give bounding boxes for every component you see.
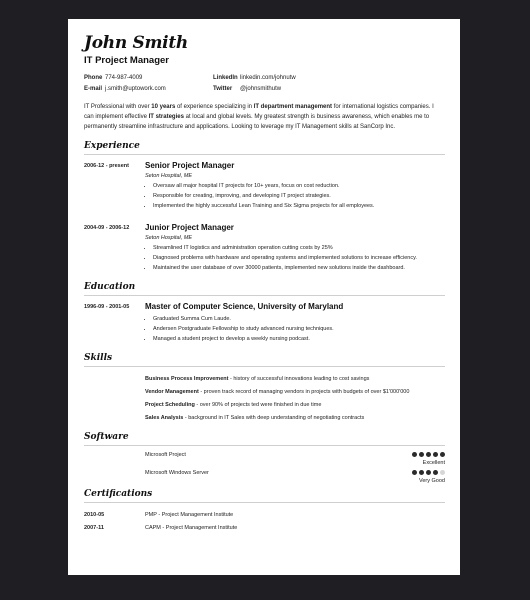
entry-title: Master of Computer Science, University of Maryland [145,302,344,311]
summary-highlight: IT strategies [148,114,184,120]
rating-dot-filled [433,470,438,475]
entry-date: 2006-12 - present [84,163,129,169]
software-item [145,452,445,466]
rating-dot-filled [433,452,438,457]
section-divider [84,445,445,446]
entry-bullets [145,314,445,344]
entry-bullets [145,181,445,211]
email-label: E-mail [84,86,103,92]
resume-page [68,19,460,575]
skill-name: Business Process Improvement [145,376,229,382]
skill-desc: - proven track record of managing vendors in projects with budgets of over $1'000'000 [198,389,410,395]
cert-date: 2010-05 [84,512,105,518]
summary-highlight: 10 years [151,104,176,110]
skill-name: Vendor Management [145,389,199,395]
cert-date: 2007-11 [84,525,104,531]
summary-text: at local and global levels. My greatest strength is business awareness, which enables me to permanently streamline infrastructure and applications. Looking to leverage my IT Management skills at SanCorp Inc. [84,114,430,130]
section-divider [84,295,445,296]
experience-entry [84,223,445,273]
skill-item [145,412,445,425]
skill-item [145,399,445,412]
cert-name: PMP - Project Management Institute [145,512,234,518]
rating-label: Excellent [422,460,445,466]
linkedin-label: LinkedIn [213,75,238,81]
entry-date: 2004-09 - 2006-12 [84,225,130,231]
summary-text: for international logistics companies. I can implement effective [84,104,434,120]
rating-dots [412,470,445,475]
skill-desc: - over 90% of projects ted were finished in due time [194,402,322,408]
bullet-item: • Andersen Postgraduate Fellowship to study advanced nursing techniques. [153,324,445,334]
rating-label: Very Good [419,478,445,484]
experience-heading: Experience [84,141,140,151]
rating-dot-empty [440,470,445,475]
rating-dot-filled [426,452,431,457]
contact-info [84,75,445,92]
software-name: Microsoft Windows Server [145,470,209,476]
entry-title: Senior Project Manager [145,161,235,170]
bullet-item: • Maintained the user database of over 30000 patients, implemented new solutions inside the dashboard. [153,263,445,273]
phone-value: 774-987-4009 [105,75,143,81]
certification-item [84,522,445,535]
bullet-item: • Oversaw all major hospital IT projects for 10+ years, focus on cost reduction. [153,181,445,191]
skill-name: Project Scheduling [145,402,195,408]
twitter-label: Twitter [213,86,233,92]
summary-highlight: IT department management [253,104,333,110]
contact-phone [84,75,213,81]
education-heading: Education [84,282,136,292]
rating-dot-filled [419,470,424,475]
skills-heading: Skills [84,353,113,363]
certification-item [84,509,445,522]
experience-entry [84,161,445,211]
rating-dots [412,452,445,457]
skill-item [145,373,445,386]
rating-dot-filled [419,452,424,457]
rating-dot-filled [440,452,445,457]
software-item [145,470,445,484]
section-divider [84,502,445,503]
entry-date: 1996-09 - 2001-05 [84,304,130,310]
bullet-item: • Managed a student project to develop a weekly nursing podcast. [153,334,445,344]
section-divider [84,366,445,367]
skill-desc: - history of successful innovations leading to cost savings [228,376,370,382]
contact-linkedin [213,75,445,81]
profile-summary [84,102,445,132]
education-entry [84,302,445,344]
linkedin-value: linkedin.com/johnutw [240,75,296,81]
certifications-heading: Certifications [84,489,153,499]
bullet-item: • Implemented the highly successful Lean Training and Six Sigma projects for all employees. [153,201,445,211]
skill-name: Sales Analysis [145,415,184,421]
entry-location: Seton Hospital, ME [145,173,193,179]
twitter-value: @johnsmithutw [240,86,282,92]
cert-name: CAPM - Project Management Institute [145,525,238,531]
entry-bullets [145,243,445,273]
rating-dot-filled [412,452,417,457]
email-value: j.smith@uptowork.com [105,86,166,92]
bullet-item: • Responsible for creating, improving, and developing IT project strategies. [153,191,445,201]
skill-item [145,386,445,399]
bullet-item: • Diagnosed problems with hardware and operating systems and implemented solutions to increase efficiency. [153,253,445,263]
summary-text: of experience specializing in [175,104,254,110]
candidate-name: John Smith [84,33,188,53]
contact-email [84,86,213,92]
entry-title: Junior Project Manager [145,223,234,232]
rating-dot-filled [426,470,431,475]
section-divider [84,154,445,155]
candidate-role: IT Project Manager [84,55,169,66]
rating-dot-filled [412,470,417,475]
bullet-item: • Graduated Summa Cum Laude. [153,314,445,324]
software-name: Microsoft Project [145,452,186,458]
skill-desc: - background in IT Sales with deep understanding of negotiating contracts [183,415,365,421]
summary-text: IT Professional with over [84,104,152,110]
entry-location: Seton Hospital, ME [145,235,193,241]
bullet-item: • Streamlined IT logistics and administration operation cutting costs by 25% [153,243,445,253]
skills-list [84,373,445,425]
contact-twitter [213,86,445,92]
phone-label: Phone [84,75,103,81]
software-heading: Software [84,432,129,442]
